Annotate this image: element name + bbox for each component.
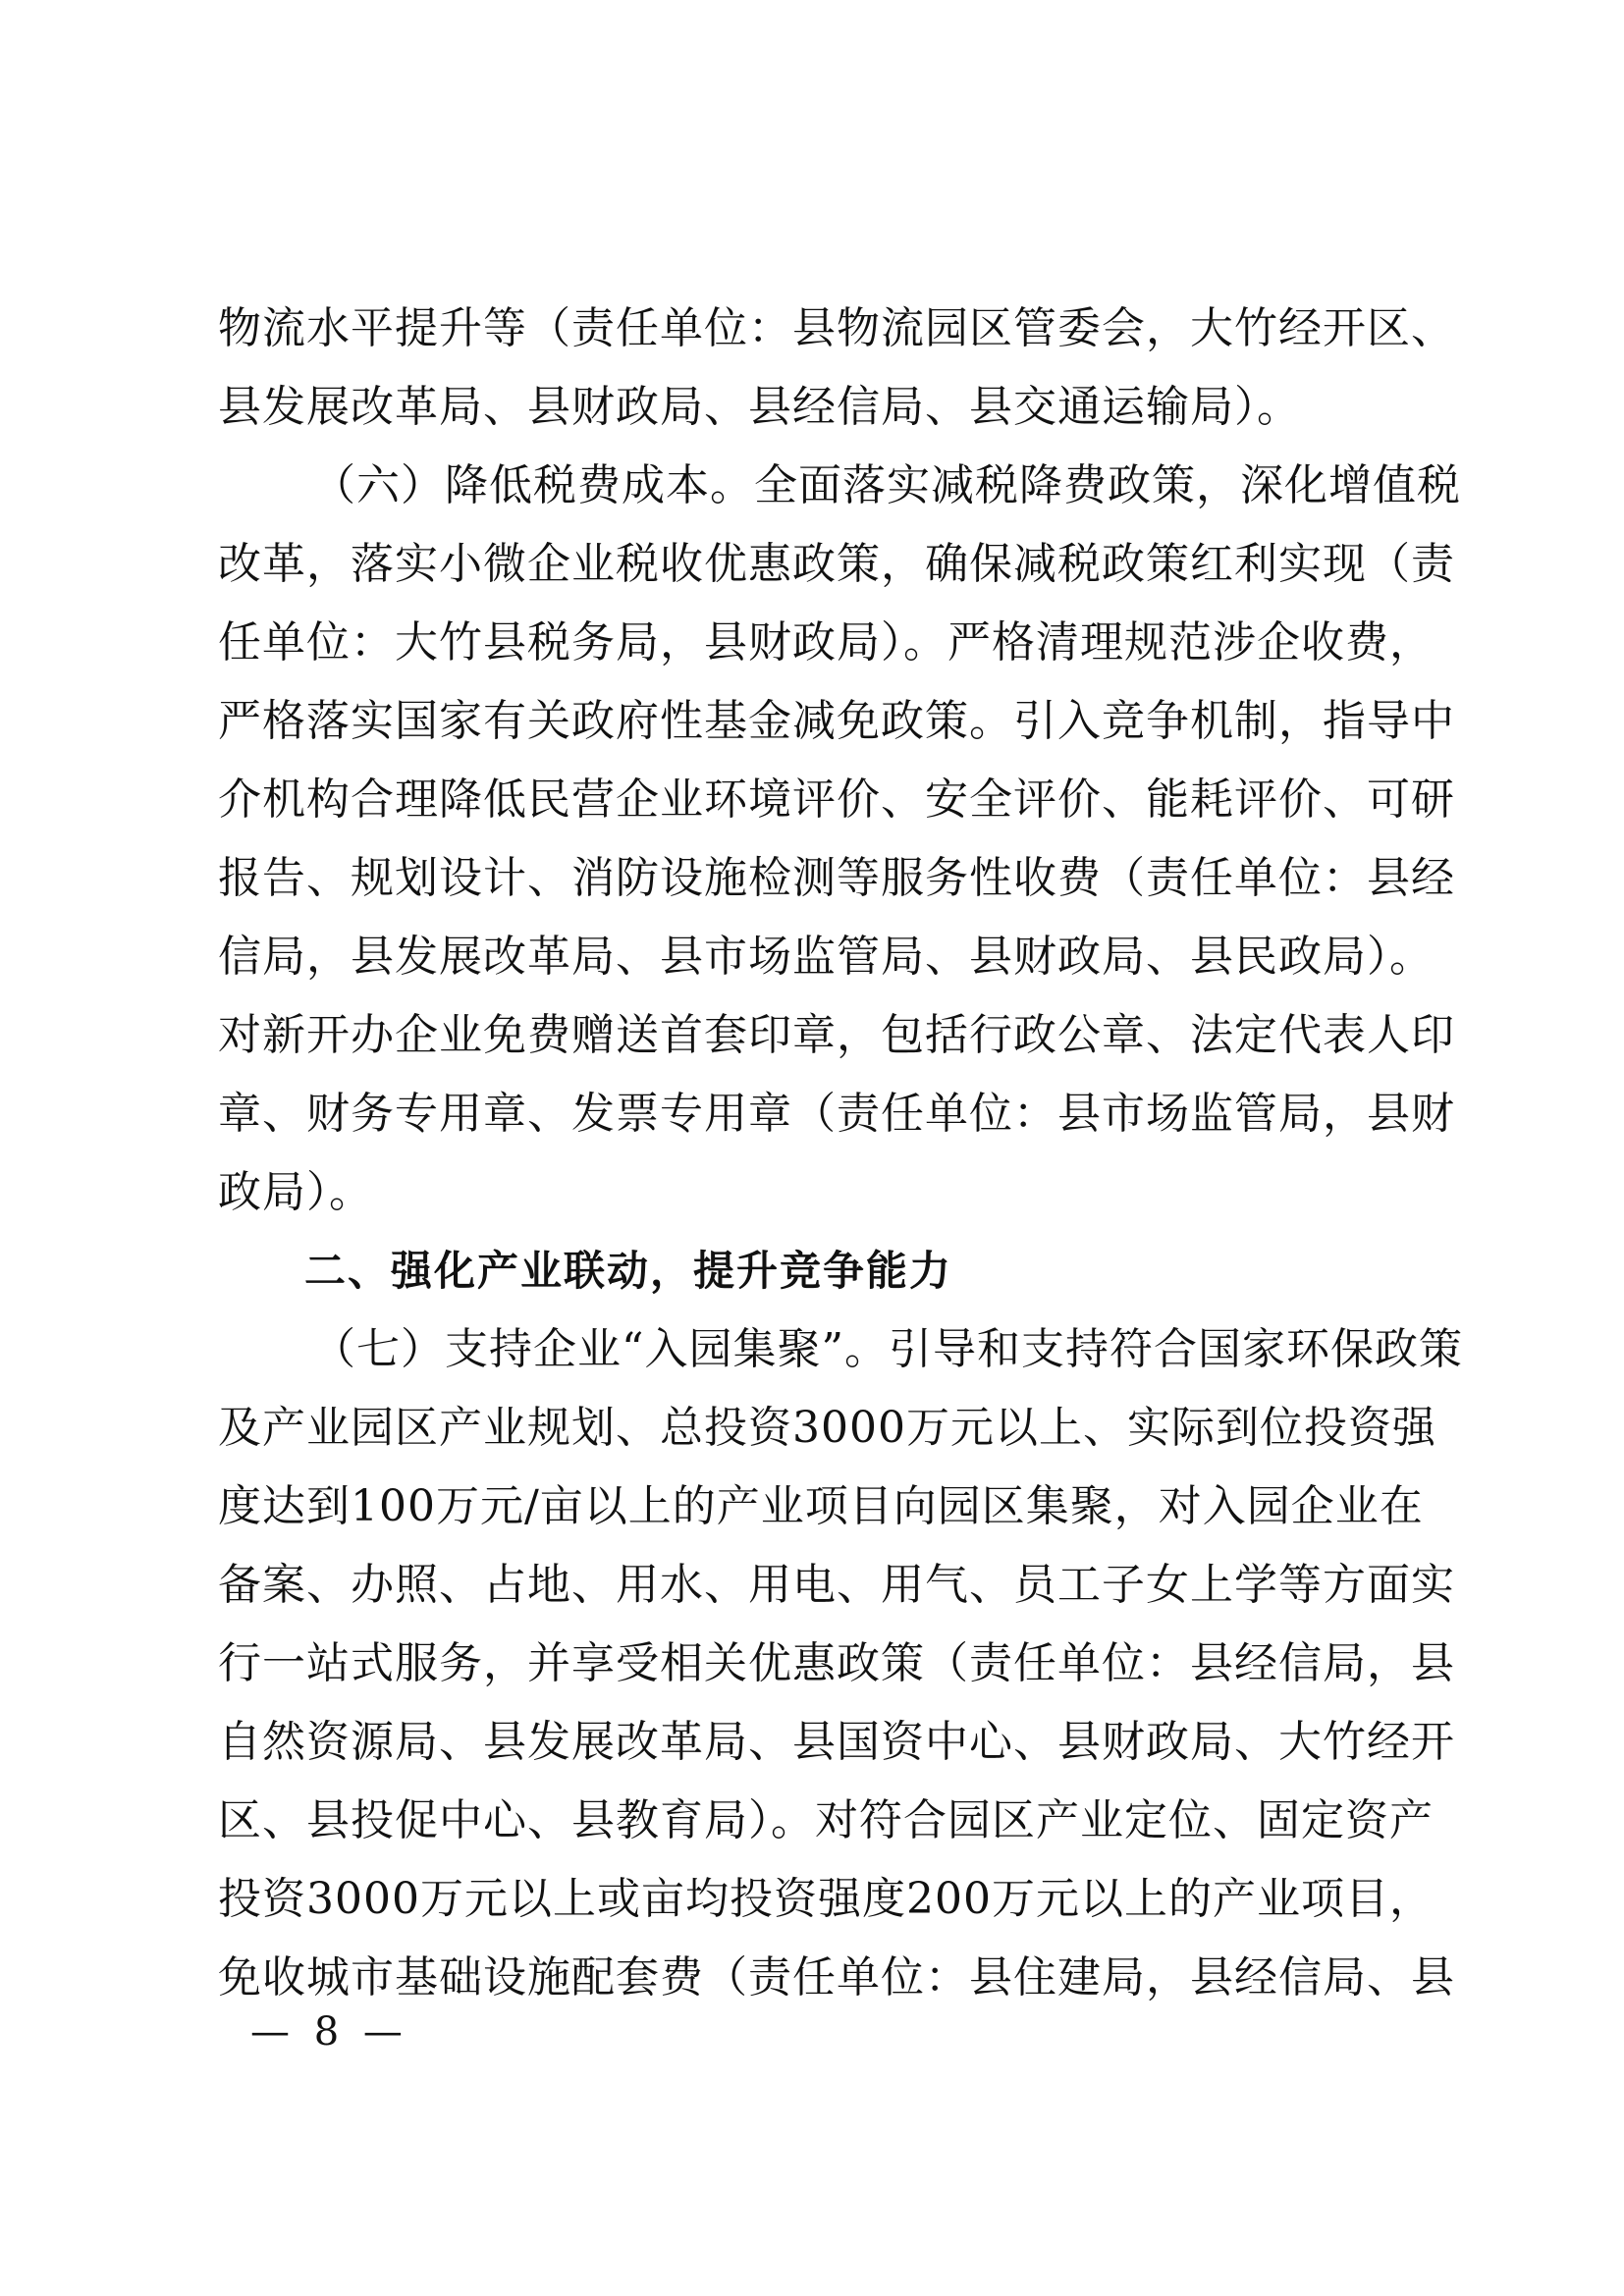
- paragraph-line: 区、县投促中心、县教育局）。对符合园区产业定位、固定资产: [218, 1795, 1434, 1845]
- paragraph-line: 行一站式服务，并享受相关优惠政策（责任单位：县经信局，县: [218, 1638, 1455, 1688]
- section-heading: 二、强化产业联动，提升竞争能力: [304, 1247, 953, 1295]
- paragraph-line: 度达到100万元/亩以上的产业项目向园区集聚，对入园企业在: [218, 1481, 1424, 1531]
- paragraph-line: 免收城市基础设施配套费（责任单位：县住建局，县经信局、县: [218, 1952, 1455, 2002]
- paragraph-line: 严格落实国家有关政府性基金减免政策。引入竞争机制，指导中: [218, 696, 1455, 746]
- paragraph-line: 任单位：大竹县税务局，县财政局）。严格清理规范涉企收费，: [218, 617, 1434, 667]
- paragraph-line: 政局）。: [218, 1167, 373, 1217]
- paragraph-line: 及产业园区产业规划、总投资3000万元以上、实际到位投资强: [218, 1403, 1436, 1453]
- paragraph-line: 物流水平提升等（责任单位：县物流园区管委会，大竹经开区、: [218, 303, 1455, 353]
- paragraph-line: 改革，落实小微企业税收优惠政策，确保减税政策红利实现（责: [218, 539, 1455, 589]
- paragraph-line: 县发展改革局、县财政局、县经信局、县交通运输局）。: [218, 382, 1301, 432]
- paragraph-line: 投资3000万元以上或亩均投资强度200万元以上的产业项目，: [218, 1874, 1434, 1924]
- paragraph-line: （七）支持企业“入园集聚”。引导和支持符合国家环保政策: [312, 1324, 1463, 1374]
- paragraph-line: 备案、办照、占地、用水、用电、用气、员工子女上学等方面实: [218, 1560, 1455, 1610]
- paragraph-line: 介机构合理降低民营企业环境评价、安全评价、能耗评价、可研: [218, 774, 1455, 825]
- paragraph-line: 信局，县发展改革局、县市场监管局、县财政局、县民政局）。: [218, 932, 1434, 982]
- paragraph-line: 自然资源局、县发展改革局、县国资中心、县财政局、大竹经开: [218, 1717, 1455, 1767]
- paragraph-line: 报告、规划设计、消防设施检测等服务性收费（责任单位：县经: [218, 853, 1455, 903]
- page-number: — 8 —: [250, 2009, 408, 2055]
- paragraph-line: 章、财务专用章、发票专用章（责任单位：县市场监管局，县财: [218, 1089, 1455, 1139]
- paragraph-line: 对新开办企业免费赠送首套印章，包括行政公章、法定代表人印: [218, 1010, 1455, 1060]
- paragraph-line: （六）降低税费成本。全面落实减税降费政策，深化增值税: [312, 460, 1461, 510]
